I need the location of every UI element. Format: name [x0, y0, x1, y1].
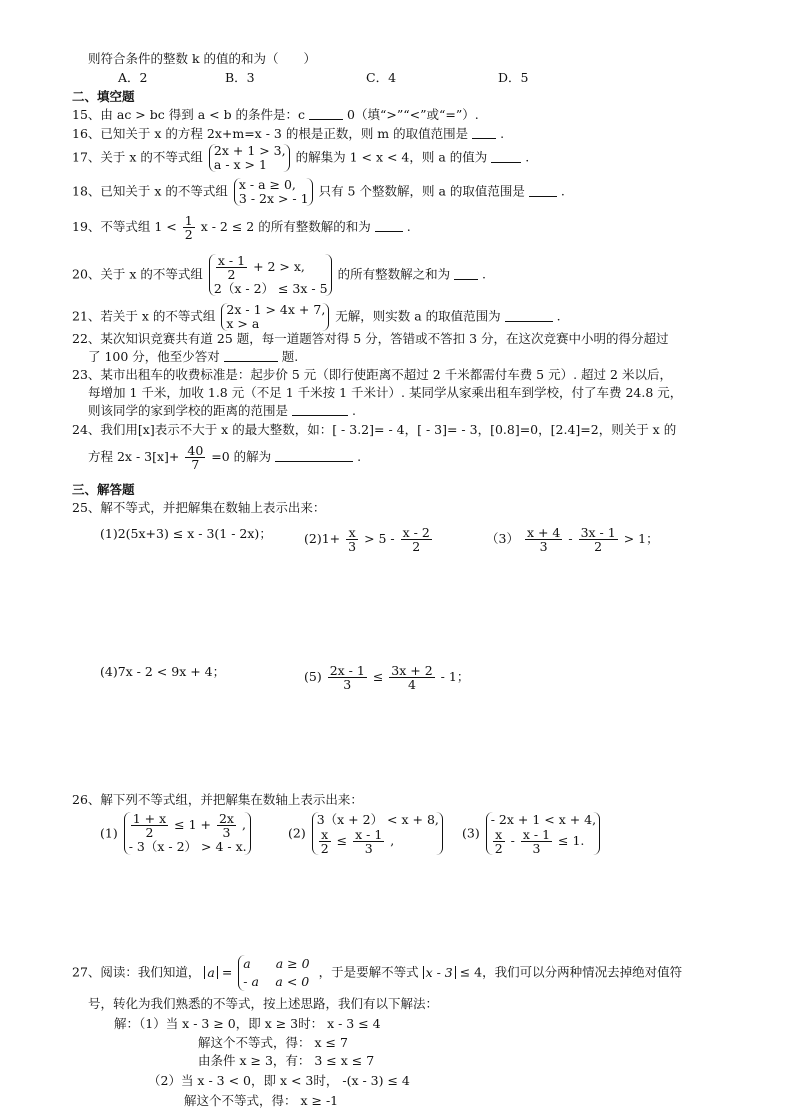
- solution-line-5: 解这个不等式，得： x ≥ -1: [184, 1093, 339, 1108]
- answer-blank: [472, 126, 496, 139]
- option-b: B．3: [225, 70, 255, 85]
- solution-line-4: （2）当 x - 3 < 0，即 x < 3时， -(x - 3) ≤ 4: [148, 1073, 410, 1088]
- inequality-system: $\frac{x - 1}{2}$ + 2 > x, 2（x - 2） ≤ 3x - 5: [209, 254, 332, 296]
- fraction: $\frac{x - 1}{2}$: [217, 253, 246, 282]
- solution-line-2: 解这个不等式，得： x ≤ 7: [198, 1035, 348, 1050]
- option-c: C．4: [366, 70, 397, 85]
- answer-blank: [292, 403, 348, 416]
- question-15: 15、由 ac > bc 得到 a < b 的条件是：c 0（填“>”“<”或“=”）.: [72, 107, 479, 122]
- q25-part-3: （3） $\frac{x + 4}{3}$ - $\frac{3x - 1}{2}$ > 1；: [486, 525, 659, 554]
- section-title-answer: 三、解答题: [72, 482, 135, 497]
- question-19: 19、不等式组 1 < $\frac{1}{2}$ x - 2 ≤ 2 的所有整数解的和为 .: [72, 213, 411, 242]
- question-26-title: 26、解下列不等式组，并把解集在数轴上表示出来：: [72, 792, 363, 807]
- question-22-line1: 22、某次知识竞赛共有道 25 题，每一道题答对得 5 分，答错或不答扣 3 分，在这次竞赛中小明的得分超过: [72, 331, 669, 346]
- fraction: $\frac{x - 1}{3}$: [355, 827, 383, 856]
- question-27-line2: 号，转化为我们熟悉的不等式，按上述思路，我们有以下解法：: [88, 996, 439, 1011]
- q26-system-2: (2) 3（x + 2） < x + 8, $\frac{x}{2}$ ≤ $\frac{x - 1}{3}$ ,: [288, 812, 445, 855]
- fraction: $\frac{x - 2}{2}$: [402, 525, 430, 554]
- fraction: $\frac{40}{7}$: [187, 443, 204, 472]
- answer-blank: [505, 309, 553, 322]
- question-23-line2: 每增加 1 千米，加收 1.8 元（不足 1 千米按 1 千米计）. 某同学从家乘出租车到学校，付了车费 24.8 元，: [88, 385, 683, 400]
- answer-blank: [275, 449, 353, 462]
- answer-blank: [375, 219, 403, 232]
- piecewise-definition: a a ≥ 0 - a a < 0: [238, 955, 312, 991]
- question-16: 16、已知关于 x 的方程 2x+m=x - 3 的根是正数，则 m 的取值范围是 .: [72, 126, 505, 141]
- answer-blank: [529, 184, 557, 197]
- question-24-line1: 24、我们用[x]表示不大于 x 的最大整数，如：[ - 3.2]= - 4，[ - 3]= - 3，[0.8]=0，[2.4]=2，则关于 x 的: [72, 422, 677, 437]
- question-20: 20、关于 x 的不等式组 $\frac{x - 1}{2}$ + 2 > x, 2（x - 2） ≤ 3x - 5 的所有整数解之和为 .: [72, 253, 487, 296]
- inequality-system: x - a ≥ 0, 3 - 2x > - 1: [234, 178, 313, 206]
- absolute-value: x - 3: [423, 966, 456, 979]
- section-title-fill-blank: 二、填空题: [72, 89, 135, 104]
- question-continuation: 则符合条件的整数 k 的值的和为（ ）: [88, 51, 317, 66]
- question-18: 18、已知关于 x 的不等式组 x - a ≥ 0, 3 - 2x > - 1 只有 5 个整数解，则 a 的取值范围是 .: [72, 177, 565, 206]
- absolute-value: a: [204, 966, 217, 979]
- q26-system-3: (3) - 2x + 1 < x + 4, $\frac{x}{2}$ - $\frac{x - 1}{3}$ ≤ 1.: [462, 812, 602, 855]
- q25-part-1: (1)2(5x+3) ≤ x - 3(1 - 2x)；: [100, 526, 272, 541]
- q26-system-1: (1) $\frac{1 + x}{2}$ ≤ 1 + $\frac{2x}{3}$ , - 3（x - 2） > 4 - x.: [100, 812, 253, 855]
- answer-blank: [309, 107, 343, 120]
- question-23-line1: 23、某市出租车的收费标准是：起步价 5 元（即行使距离不超过 2 千米都需付车费 5 元）. 超过 2 米以后，: [72, 367, 672, 382]
- solution-line-1: 解：（1）当 x - 3 ≥ 0，即 x ≥ 3时： x - 3 ≤ 4: [114, 1016, 381, 1031]
- fraction: $\frac{1}{2}$: [184, 213, 193, 242]
- option-a: A．2: [118, 70, 148, 85]
- inequality-system: 2x + 1 > 3, a - x > 1: [209, 144, 290, 172]
- question-24-line2: 方程 2x - 3[x]+ $\frac{40}{7}$ =0 的解为 .: [88, 443, 362, 472]
- fraction: $\frac{x}{3}$: [348, 525, 357, 554]
- answer-blank: [224, 349, 278, 362]
- q25-part-2: (2)1+ $\frac{x}{3}$ > 5 - $\frac{x - 2}{2}$: [304, 525, 430, 554]
- fraction: $\frac{2x - 1}{3}$: [329, 663, 365, 692]
- question-22-line2: 了 100 分，他至少答对 题.: [88, 349, 299, 364]
- fraction: $\frac{x - 1}{3}$: [522, 827, 551, 856]
- inequality-system: 2x - 1 > 4x + 7, x > a: [221, 303, 329, 331]
- fraction: $\frac{x}{2}$: [494, 827, 503, 856]
- question-21: 21、若关于 x 的不等式组 2x - 1 > 4x + 7, x > a 无解，则实数 a 的取值范围为 .: [72, 302, 561, 331]
- fraction: $\frac{1 + x}{2}$: [132, 811, 167, 840]
- question-27-line1: 27、阅读：我们知道， a = a a ≥ 0 - a a < 0 ，于是要解不等式 x - 3 ≤ 4，我们可以分两种情况去掉绝对值符: [72, 956, 683, 989]
- fraction: $\frac{3x - 1}{2}$: [580, 525, 616, 554]
- question-25-title: 25、解不等式，并把解集在数轴上表示出来：: [72, 500, 326, 515]
- question-17: 17、关于 x 的不等式组 2x + 1 > 3, a - x > 1 的解集为 1 < x < 4，则 a 的值为 .: [72, 143, 530, 172]
- answer-blank: [491, 150, 521, 163]
- fraction: $\frac{x}{2}$: [320, 827, 329, 856]
- inequality-system: $\frac{1 + x}{2}$ ≤ 1 + $\frac{2x}{3}$ , - 3（x - 2） > 4 - x.: [124, 812, 251, 855]
- fraction: $\frac{2x}{3}$: [218, 811, 234, 840]
- fraction: $\frac{x + 4}{3}$: [526, 525, 561, 554]
- inequality-system: - 2x + 1 < x + 4, $\frac{x}{2}$ - $\frac{x - 1}{3}$ ≤ 1.: [486, 812, 600, 855]
- q25-part-5: (5) $\frac{2x - 1}{3}$ ≤ $\frac{3x + 2}{4}$ - 1；: [304, 663, 470, 692]
- inequality-system: 3（x + 2） < x + 8, $\frac{x}{2}$ ≤ $\frac{x - 1}{3}$ ,: [312, 812, 443, 855]
- option-d: D．5: [498, 70, 529, 85]
- solution-line-3: 由条件 x ≥ 3，有： 3 ≤ x ≤ 7: [198, 1053, 375, 1068]
- fraction: $\frac{3x + 2}{4}$: [391, 663, 433, 692]
- question-23-line3: 则该同学的家到学校的距离的范围是 .: [88, 403, 356, 418]
- answer-blank: [454, 267, 478, 280]
- q25-part-4: (4)7x - 2 < 9x + 4；: [100, 664, 226, 679]
